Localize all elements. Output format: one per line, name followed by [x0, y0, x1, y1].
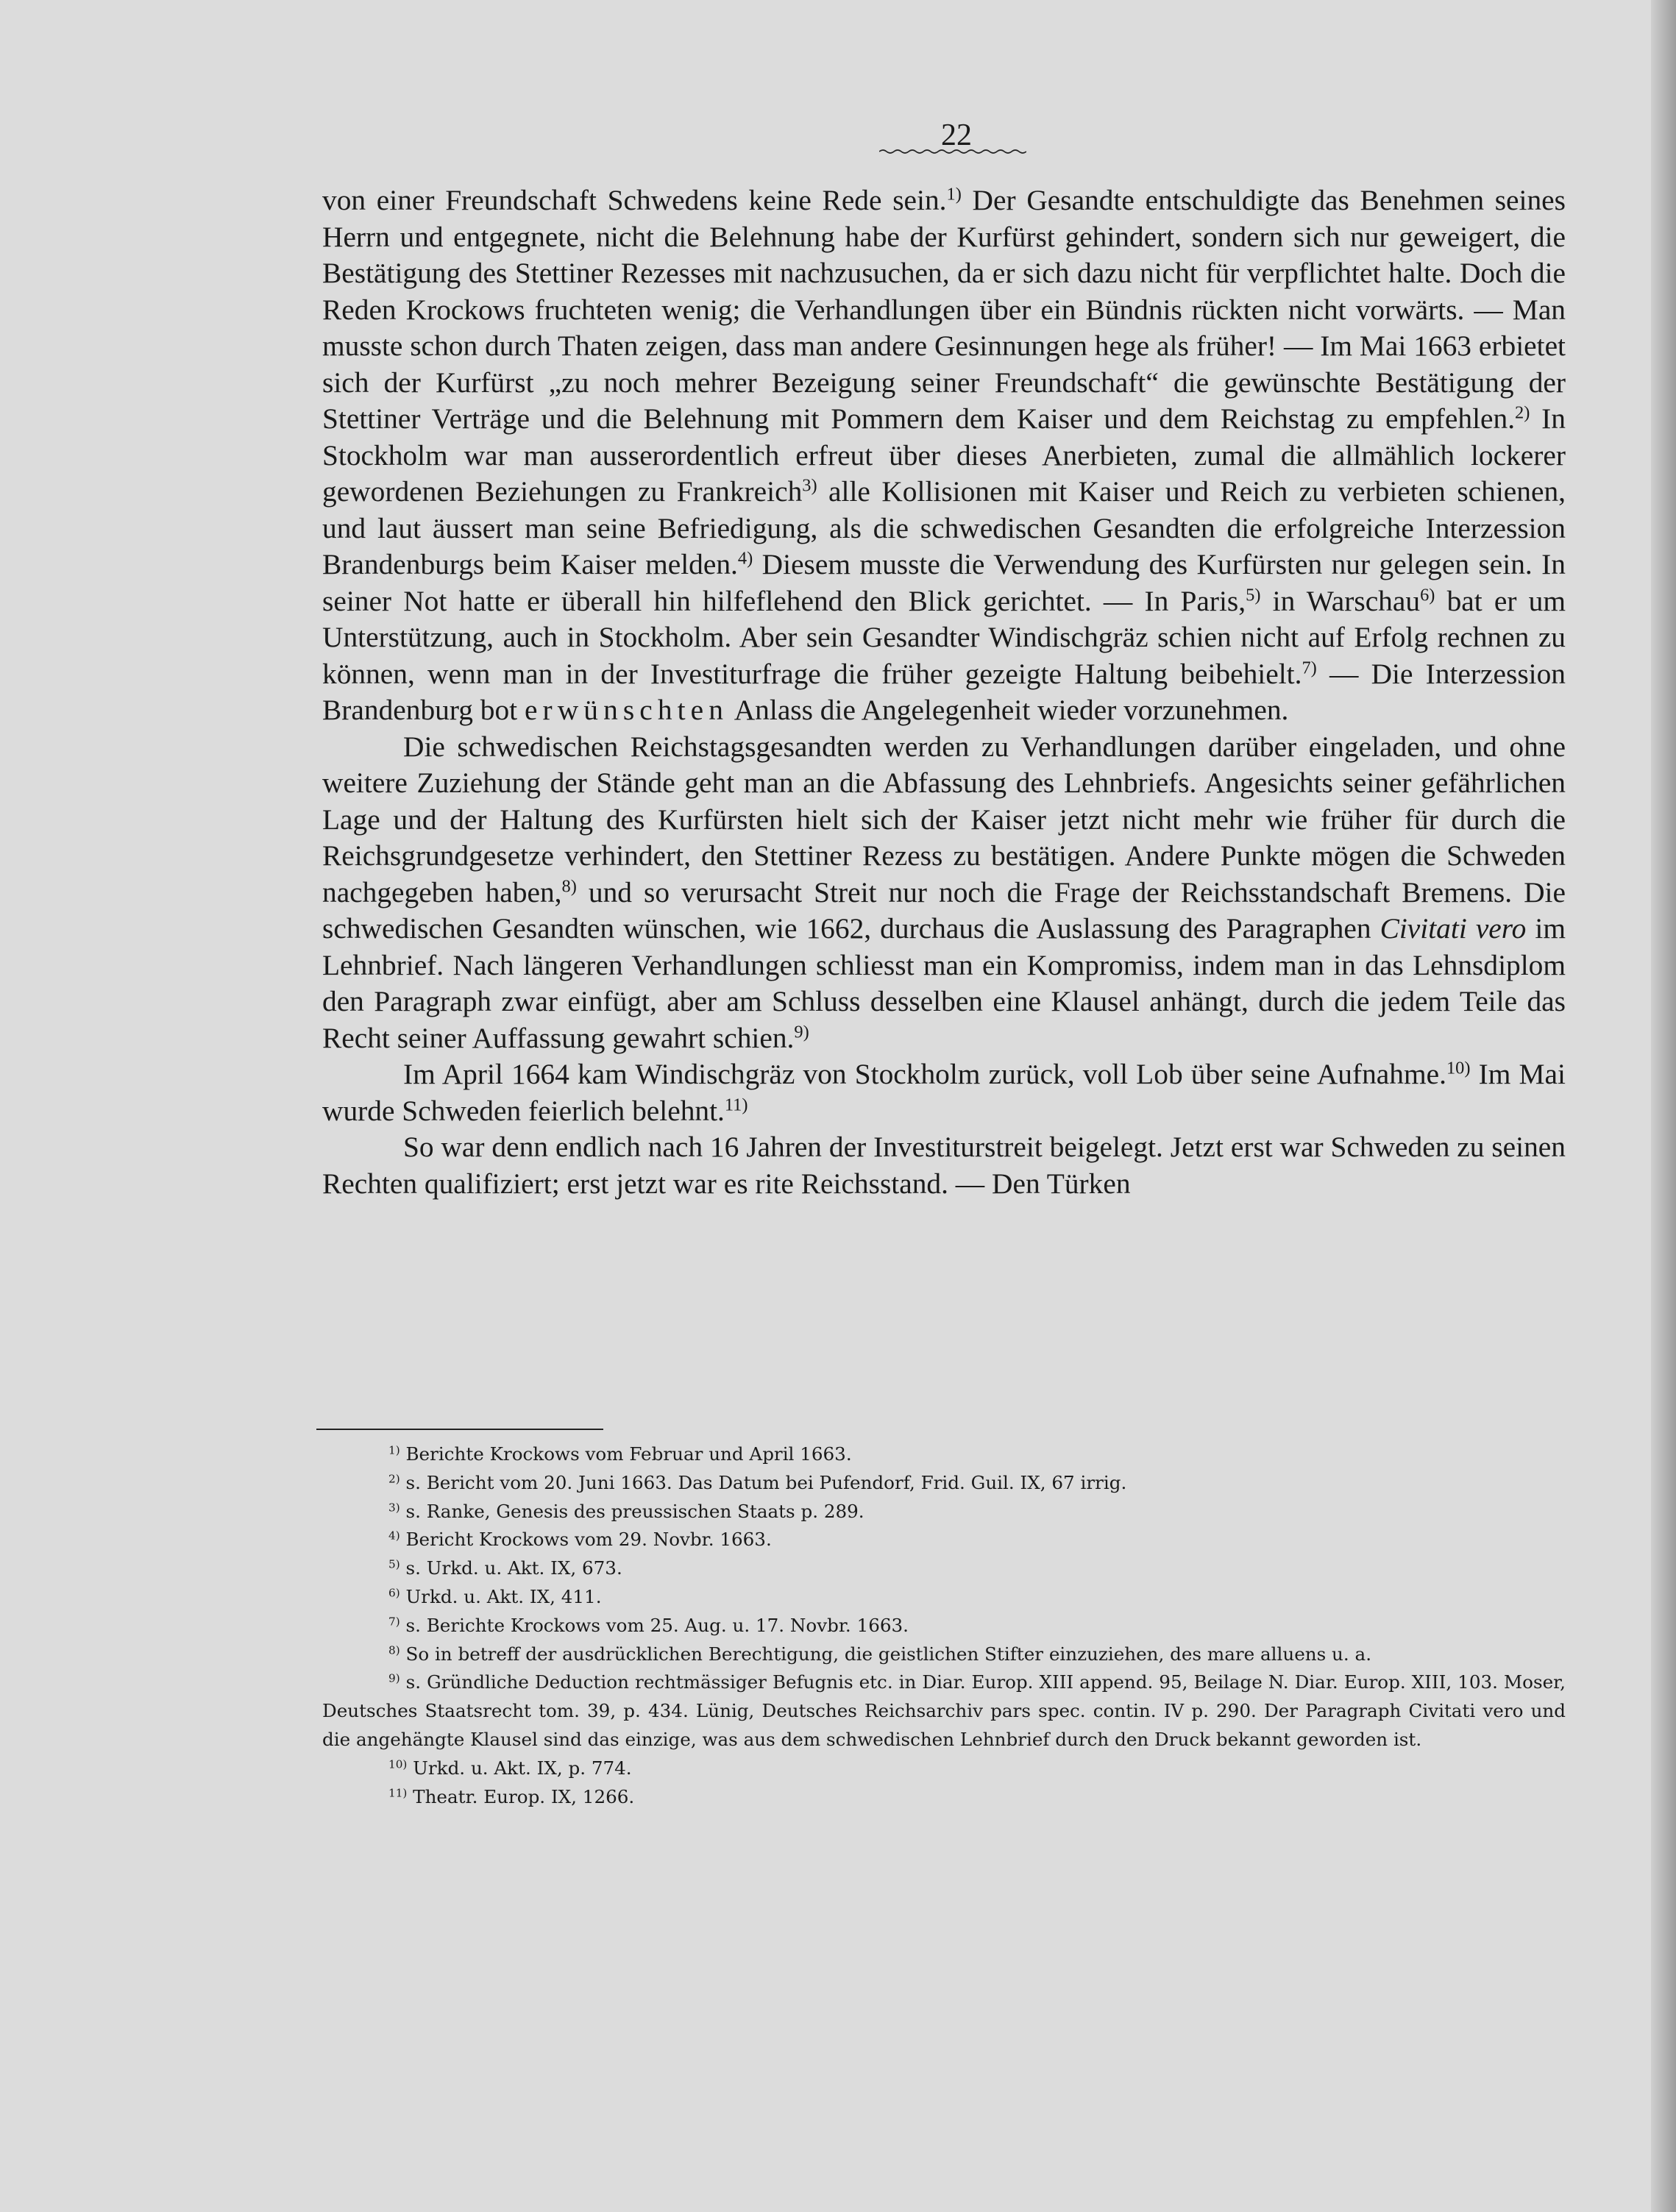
footnote-text: Urkd. u. Akt. IX, p. 774.: [407, 1757, 632, 1779]
footnote-number: 10): [388, 1757, 408, 1771]
paragraph: [322, 1056, 1566, 1129]
footnote-text: Theatr. Europ. IX, 1266.: [407, 1785, 635, 1807]
footnote: [322, 1440, 1566, 1469]
footnote-text: Urkd. u. Akt. IX, 411.: [400, 1585, 602, 1607]
text-run: alle Kollisionen mit Kaiser und Reich zu verbieten schienen, und laut äussert man seine Befriedigung, als die schwedischen Gesandten die erfolgreiche Interzession Brandenburgs beim Kaiser melden.: [322, 475, 1566, 580]
footnote-reference: 4): [737, 548, 753, 569]
footnote-number: 1): [388, 1443, 400, 1457]
footnote-reference: 5): [1246, 585, 1261, 605]
page-edge-shadow: [1651, 0, 1676, 2212]
italic-text: Civitati vero: [1379, 912, 1527, 945]
footnote-text: s. Bericht vom 20. Juni 1663. Das Datum bei Pufendorf, Frid. Guil. IX, 67 irrig.: [400, 1471, 1127, 1493]
footnote-number: 7): [388, 1615, 400, 1629]
text-run: Anlass die Angelegenheit wieder vorzunehmen.: [728, 694, 1289, 726]
footnote: [322, 1612, 1566, 1640]
footnote-reference: 11): [724, 1095, 748, 1115]
footnote: [322, 1554, 1566, 1583]
footnote-text: So in betreff der ausdrücklichen Berechtigung, die geistlichen Stifter einzuziehen, des mare alluens u. a.: [400, 1643, 1372, 1665]
text-run: im Lehnbrief. Nach längeren Verhandlungen schliesst man ein Kompromiss, indem man in das Lehnsdiplom den Paragraph zwar einfügt, aber am Schluss desselben eine Klausel anhängt, durch die jedem Teile das Recht seiner Auffassung gewahrt schien.: [322, 912, 1566, 1054]
footnote-number: 8): [388, 1643, 400, 1657]
footnote-text: s. Berichte Krockows vom 25. Aug. u. 17. Novbr. 1663.: [400, 1614, 909, 1636]
footnote-text: s. Ranke, Genesis des preussischen Staats p. 289.: [400, 1500, 864, 1522]
footnotes: [322, 1440, 1566, 1811]
footnote: [322, 1583, 1566, 1612]
footnote-number: 2): [388, 1472, 400, 1486]
text-run: Die schwedischen Reichstagsgesandten werden zu Verhandlungen darüber eingeladen, und ohne weitere Zuziehung der Stände geht man an die Abfassung des Lehnbriefs. Angesichts seiner gefährlichen Lage und der Haltung des Kurfürsten hielt sich der Kaiser jetzt nicht mehr wie früher für durch die Reichsgrundgesetze verhindert, den Stettiner Rezess zu bestätigen. Andere Punkte mögen die Schweden nachgegeben haben,: [322, 730, 1566, 908]
body-text: [322, 182, 1566, 1202]
footnote-reference: 2): [1515, 402, 1530, 423]
text-run: In Stockholm war man ausserordentlich erfreut über dieses Anerbieten, zumal die allmählich lockerer gewordenen Beziehungen zu Frankreich: [322, 402, 1566, 508]
text-run: — Die Interzession Brandenburg bot: [322, 657, 1566, 726]
text-run: in Warschau: [1260, 584, 1421, 617]
page-number-ornament: [879, 149, 1026, 154]
footnote: [322, 1469, 1566, 1498]
footnote-reference: 7): [1302, 658, 1317, 678]
footnote-reference: 6): [1420, 585, 1435, 605]
paragraph: [322, 729, 1566, 1057]
footnote: [322, 1498, 1566, 1526]
footnote-text: Bericht Krockows vom 29. Novbr. 1663.: [400, 1529, 772, 1551]
footnote: [322, 1783, 1566, 1812]
footnote: [322, 1526, 1566, 1554]
footnote-reference: 9): [794, 1022, 809, 1042]
footnote-number: 9): [388, 1672, 400, 1685]
text-run: und so verursacht Streit nur noch die Frage der Reichsstandschaft Bremens. Die schwedischen Gesandten wünschen, wie 1662, durchaus die Auslassung des Paragraphen: [322, 875, 1566, 945]
footnote-text: Berichte Krockows vom Februar und April 1663.: [400, 1443, 852, 1465]
page-number: 22: [941, 118, 972, 152]
footnote-reference: 10): [1446, 1058, 1471, 1078]
text-run: Im Mai wurde Schweden feierlich belehnt.: [322, 1058, 1566, 1127]
text-run: Im April 1664 kam Windischgräz von Stockholm zurück, voll Lob über seine Aufnahme.: [403, 1058, 1446, 1090]
footnote-text: s. Gründliche Deduction rechtmässiger Befugnis etc. in Diar. Europ. XIII append. 95, Beilage N. Diar. Europ. XIII, 103. Moser, Deutsches Staatsrecht tom. 39, p. 434. Lünig, Deutsches Reichsarchiv pars spec. contin. IV p. 290. Der Paragraph Civitati vero und die angehängte Klausel sind das einzige, was aus dem schwedischen Lehnbrief durch den Druck bekannt geworden ist.: [322, 1671, 1566, 1750]
text-run: von einer Freundschaft Schwedens keine Rede sein.: [322, 184, 947, 216]
text-run: Diesem musste die Verwendung des Kurfürsten nur gelegen sein. In seiner Not hatte er überall hin hilfeflehend den Blick gerichtet. — In Paris,: [322, 548, 1566, 617]
footnote: [322, 1754, 1566, 1783]
footnote-text: s. Urkd. u. Akt. IX, 673.: [400, 1557, 622, 1579]
footnote-separator: [316, 1429, 603, 1430]
spaced-emphasis-text: erwünschten: [524, 694, 729, 726]
paragraph: [322, 182, 1566, 729]
footnote-number: 11): [388, 1786, 408, 1800]
footnote-reference: 3): [802, 475, 817, 496]
footnote-reference: 1): [946, 184, 962, 205]
footnote-reference: 8): [561, 876, 577, 897]
footnote-number: 4): [388, 1529, 400, 1543]
footnote-number: 5): [388, 1557, 400, 1571]
footnote: [322, 1640, 1566, 1669]
text-run: So war denn endlich nach 16 Jahren der Investiturstreit beigelegt. Jetzt erst war Schweden zu seinen Rechten qualifiziert; erst jetzt war es rite Reichsstand. — Den Türken: [322, 1131, 1566, 1200]
footnote-number: 6): [388, 1586, 400, 1600]
footnote: [322, 1668, 1566, 1754]
text-run: Der Gesandte entschuldigte das Benehmen seines Herrn und entgegnete, nicht die Belehnung habe der Kurfürst gehindert, sondern sich nur geweigert, die Bestätigung des Stettiner Rezesses mit nachzusuchen, da er sich dazu nicht für verpflichtet halte. Doch die Reden Krockows fruchteten wenig; die Verhandlungen über ein Bündnis rückten nicht vorwärts. — Man musste schon durch Thaten zeigen, dass man andere Gesinnungen hege als früher! — Im Mai 1663 erbietet sich der Kurfürst „zu noch mehrer Bezeigung seiner Freundschaft“ die gewünschte Bestätigung der Stettiner Verträge und die Belehnung mit Pommern dem Kaiser und dem Reichstag zu empfehlen.: [322, 184, 1566, 435]
paragraph: [322, 1129, 1566, 1202]
text-run: bat er um Unterstützung, auch in Stockholm. Aber sein Gesandter Windischgräz schien nicht auf Erfolg rechnen zu können, wenn man in der Investiturfrage die früher gezeigte Haltung beibehielt.: [322, 584, 1566, 690]
footnote-number: 3): [388, 1501, 400, 1515]
